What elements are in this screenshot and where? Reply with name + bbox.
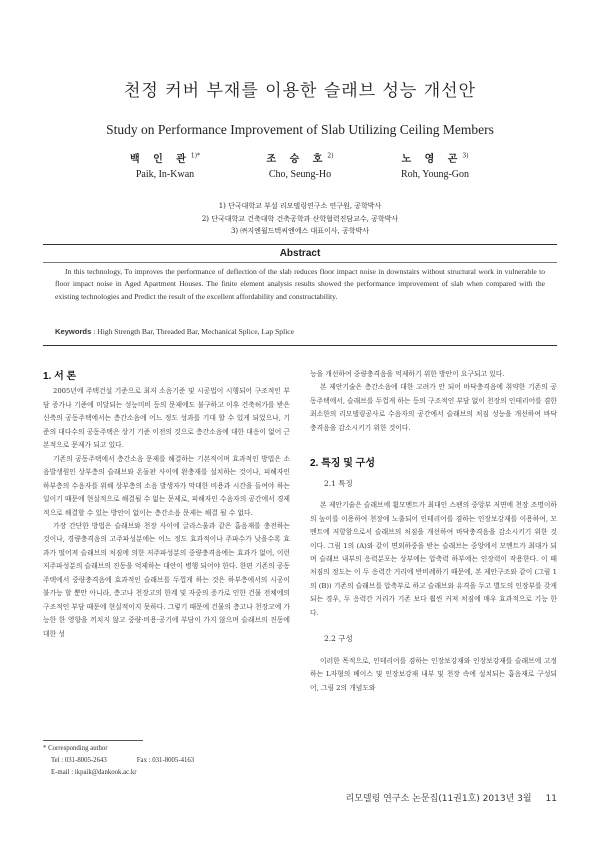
- keywords-text: : High Strength Bar, Threaded Bar, Mechanical Splice, Lap Splice: [91, 327, 295, 336]
- author-list: [100, 150, 500, 180]
- abstract-heading: Abstract: [279, 248, 321, 259]
- journal-name: 리모델링 연구소 논문집(11권1호) 2013년 3월: [345, 794, 532, 804]
- footnote-email: E-mail : ikpaik@dankook.ac.kr: [51, 769, 137, 776]
- author-3: [370, 150, 500, 180]
- intro-paragraph-3: 가장 간단한 방법은 슬래브와 천장 사이에 글라스울과 같은 흡음재를 충전하는 것이나, 경량충격음의 고주파성분에는 어느 정도 효과적이나 주파수가 낮을수록 효과가 떨어져 슬래브의 처짐에 의한 저주파성분의 중량충격음에는 효과가 없어, 이런 저주파성분의 슬래브의 진동을 억제하는 대안이 병행 되어야 한다. 한편 기존의 공동주택에서 중량충격음에 효과적인 슬래브를 두껍게 하는 것은 하부층에서의 시공이 불가능 할 뿐만 아니라, 층고나 천장고의 한계 및 자중의 증가로 인한 건물 전체에의 구조적인 부담 때문에 현실적이지 못하다. 그렇기 때문에 건물의 층고나 천장고에 가능한 한 영향을 끼치지 않고 중량·비용·공기에 부담이 가지 않으며 슬래브의 진동에 대한 성: [43, 521, 291, 638]
- author-2-name-en: Cho, Seung-Ho: [268, 169, 332, 180]
- intro-paragraph-4: 본 제안기술은 층간소음에 대한 고려가 안 되어 바닥충격음에 취약한 기존의 공동주택에서, 슬래브를 두껍게 하는 등의 구조적인 부담 없이 천장의 인테리어를 겸한 최소한의 리모델링공사로 수음자의 공간에서 슬래브의 처짐 성능을 개선하여 바닥충격음을 감소시키기 위한 것이다.: [310, 383, 558, 432]
- affiliation-3: 3) ㈜지엔월드텍씨엔에스 대표이사, 공학박사: [230, 227, 370, 235]
- paper-title-korean: 천정 커버 부재를 이용한 슬래브 성능 개선안: [123, 81, 477, 101]
- keywords: [55, 327, 545, 336]
- author-3-name-en: Roh, Young-Gon: [400, 169, 470, 180]
- corresponding-author-footnote: [43, 743, 293, 779]
- author-3-affil-mark: 3): [462, 152, 469, 160]
- author-1-name-ko: 백 인 관: [129, 154, 191, 165]
- subsection-2-2-heading: 2.2 구성: [324, 634, 353, 644]
- subsection-2-1-heading: 2.1 특징: [324, 478, 353, 488]
- author-1-affil-mark: 1)*: [190, 152, 201, 160]
- footnote-fax: Fax : 031-8005-4163: [136, 757, 195, 764]
- abstract-bottom-rule: [43, 345, 557, 346]
- section-1-heading: 1. 서 론: [43, 371, 77, 382]
- abstract-heading-rule: [43, 262, 557, 263]
- intro-paragraph-1: 2005년에 주택건설 기준으로 최저 소음기준 및 시공법이 시행되어 구조적인 부담 증가나 기준에 미달되는 성능미비 등의 문제에도 불구하고 이후 건축허가를 받은 신축의 공동주택에서는 층간소음에 어느 정도 성과를 기대 할 수 있게 되었으나, 기준의 대다수의 공동주택은 상기 기준 이전의 것으로 층간소음에 대한 대응이 없어 근본적으로 문제가 되고 있다.: [43, 387, 291, 450]
- footnote-rule: [43, 740, 143, 741]
- author-3-name-ko: 노 영 곤: [401, 154, 463, 165]
- intro-paragraph-2: 기존의 공동주택에서 층간소음 문제를 해결하는 기본적이며 효과적인 방법은 소음발생원인 상부층의 슬래브와 온돌판 사이에 완충재를 설치하는 것이나, 피해자인 하부층의 수음자를 위해 상부층의 소음 발생자가 막대한 비용과 시간을 들여야 하는 일이기 때문에 현실적으로 해결될 수 없는 문제로, 피해자인 수음자의 공간에서 경제적으로 해결할 수 있는 방안이 없이는 층간소음 문제는 해결 될 수 없다.: [43, 454, 291, 517]
- affiliations: [0, 200, 600, 238]
- composition-paragraph: 이러한 목적으로, 인테리어를 겸하는 인장보강재와 인장보강재를 슬래브에 고정하는 L자형의 베이스 및 인장보강재 내부 및 천장 속에 설치되는 흡음재로 구성되어, 그림 2의 개념도와: [310, 656, 557, 692]
- footnote-label: * Corresponding author: [43, 745, 108, 752]
- author-2-affil-mark: 2): [327, 152, 334, 160]
- author-1: [100, 150, 230, 180]
- abstract-top-rule: [43, 244, 557, 245]
- right-column: [310, 368, 557, 695]
- section-2-heading: 2. 특징 및 구성: [310, 458, 375, 470]
- features-paragraph: 본 제안기술은 슬래브에 휨모멘트가 최대인 스팬의 중앙부 저면에 천장 조명이하의 높이를 이용하여 천장에 노출되어 인테리어를 겸하는 인장보강재를 이용하여, 모멘트에 저항함으로서 슬래브의 처짐을 개선하여 바닥충격음을 감소시키기 위한 것이다. 그림 1의 (A)와 같이 면외하중을 받는 슬래브는 중앙에서 모멘트가 최대가 되며 슬래브 내부의 응력분포는 상부에는 압축력 하부에는 인장력이 작용한다. 이 때 처짐의 정도는 이 두 응력간 거리에 반비례하기 때문에, 본 제안구조와 같이 (그림 1의 (B)) 기존의 슬래브를 압축부로 하고 슬래브와 유격을 두고 별도의 인장부를 갖게 되는 경우, 두 응력간 거리가 기존 보다 훨씬 커져 처짐에 매우 효과적으로 기능 한다.: [310, 501, 557, 617]
- intro-paragraph-continued: 능을 개선하여 중량충격음을 억제하기 위한 방안이 요구되고 있다.: [310, 370, 505, 378]
- paper-title-english: Study on Performance Improvement of Slab Utilizing Ceiling Members: [106, 122, 494, 137]
- keywords-label: Keywords: [55, 327, 92, 336]
- author-1-name-en: Paik, In-Kwan: [135, 169, 195, 180]
- footnote-tel: Tel : 031-8005-2643: [51, 757, 107, 764]
- abstract-text: In this technology, To improves the performance of deflection of the slab reduces floor impact noise in downstairs without structural work in vulnerable to floor impact noise in Aged Apartment Houses. The finite element analysis results showed the performance improvement of slab when compared with the existing technologies and Predict the result of the excellent affordability and constructability.: [55, 267, 545, 301]
- page-number: 11: [545, 794, 557, 804]
- affiliation-2: 2) 단국대학교 건축대학 건축공학과 산학협력진담교수, 공학박사: [201, 214, 399, 223]
- affiliation-1: 1) 단국대학교 부설 리모델링연구소 연구원, 공학박사: [218, 202, 382, 210]
- author-2: [235, 150, 365, 180]
- page-footer: [300, 791, 557, 804]
- left-column: [43, 370, 290, 641]
- author-2-name-ko: 조 승 호: [266, 154, 328, 165]
